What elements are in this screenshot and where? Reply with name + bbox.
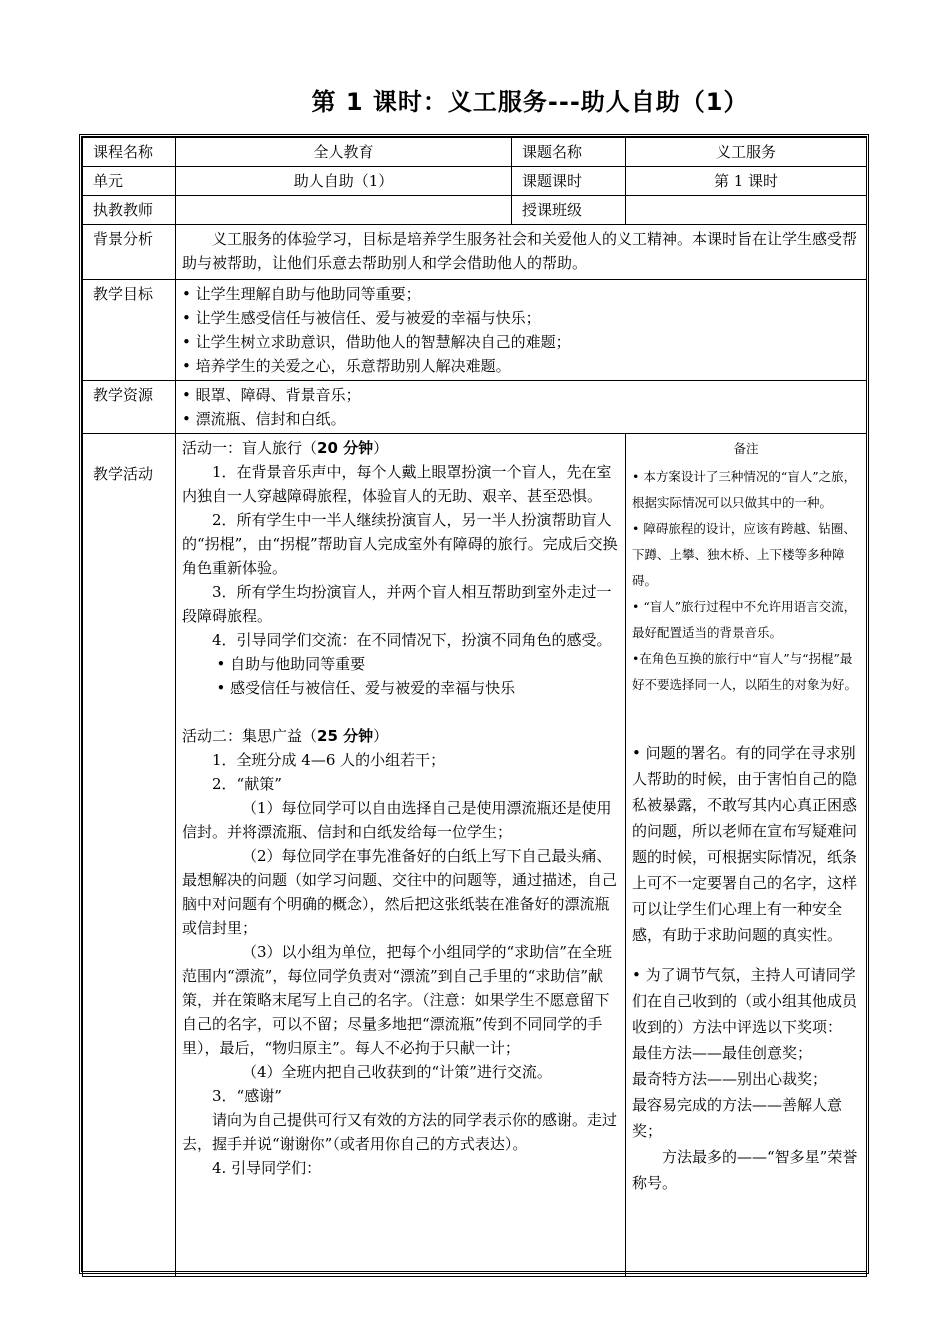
activity-one-title: 活动一：盲人旅行（20 分钟） <box>182 439 389 457</box>
table-row <box>83 196 867 225</box>
notes-heading: 备注 <box>733 441 759 456</box>
activity-two-step: 1．全班分成 4—6 人的小组若干； <box>212 751 446 769</box>
resources-list <box>176 381 867 434</box>
resource-item: • 眼罩、障碍、背景音乐； <box>182 386 361 404</box>
goal-item: • 培养学生的关爱之心，乐意帮助别人解决难题。 <box>182 357 511 375</box>
goal-item: • 让学生理解自助与他助同等重要； <box>182 285 421 303</box>
activity-two-text: 请向为自己提供可行又有效的方法的同学表示你的感谢。走过去，握手并说“谢谢你”（或者用你自己的方式表达）。 <box>182 1111 618 1153</box>
activity-two-substep: （1）每位同学可以自由选择自己是使用漂流瓶还是使用信封。并将漂流瓶、信封和白纸发给每一位学生； <box>182 799 612 841</box>
note-item: •在角色互换的旅行中“盲人”与“拐棍”最好不要选择同一人，以陌生的对象为好。 <box>632 651 858 692</box>
goal-item: • 让学生树立求助意识，借助他人的智慧解决自己的难题； <box>182 333 571 351</box>
course-name-value: 全人教育 <box>176 138 512 167</box>
teacher-label: 执教教师 <box>83 196 176 225</box>
activity-one-step: 3．所有学生均扮演盲人，并两个盲人相互帮助到室外走过一段障碍旅程。 <box>182 583 612 625</box>
table-row <box>83 167 867 196</box>
class-value <box>626 196 867 225</box>
table-row <box>83 434 867 1277</box>
resources-label: 教学资源 <box>83 381 176 434</box>
activity-two-substep: （4）全班内把自己收获到的“计策”进行交流。 <box>242 1063 552 1081</box>
note-item: • “盲人”旅行过程中不允许用语言交流，最好配置适当的背景音乐。 <box>632 599 857 640</box>
course-name-label: 课程名称 <box>83 138 176 167</box>
activity-two-substep: （3）以小组为单位，把每个小组同学的“求助信”在全班范围内“漂流”，每位同学负责对“漂流”到自己手里的“求助信”献策，并在策略末尾写上自己的名字。（注意：如果学生不愿意留下自己的名字，可以不留；尽量多地把“漂流瓶”传到不同同学的手里），最后，“物归原主”。每人不必拘于只献一计； <box>182 943 612 1057</box>
page-title: 第 1 课时：义工服务---助人自助（1） <box>311 88 749 116</box>
activity-one-step: 1．在背景音乐声中，每个人戴上眼罩扮演一个盲人，先在室内独自一人穿越障碍旅程，体验盲人的无助、艰辛、甚至恐惧。 <box>182 463 612 505</box>
topic-name-label: 课题名称 <box>512 138 626 167</box>
background-text: 义工服务的体验学习，目标是培养学生服务社会和关爱他人的义工精神。本课时旨在让学生感受帮助与被帮助，让他们乐意去帮助别人和学会借助他人的帮助。 <box>176 225 867 280</box>
table-row <box>83 225 867 280</box>
topic-hours-label: 课题课时 <box>512 167 626 196</box>
table-row <box>83 280 867 381</box>
note-item: • 障碍旅程的设计，应该有跨越、钻圈、下蹲、上攀、独木桥、上下楼等多种障碍。 <box>632 521 856 588</box>
note-item: • 问题的署名。有的同学在寻求别人帮助的时候，由于害怕自己的隐私被暴露，不敢写其内心真正困惑的问题，所以老师在宣布写疑难问题的时候，可根据实际情况，纸条上可不一定要署自己的名字，这样可以让学生们心理上有一种安全感，有助于求助问题的真实性。 <box>632 744 858 944</box>
class-label: 授课班级 <box>512 196 626 225</box>
goals-list <box>176 280 867 381</box>
lesson-plan-table <box>82 137 867 1277</box>
topic-name-value: 义工服务 <box>626 138 867 167</box>
table-row <box>83 138 867 167</box>
award-item: 最佳方法——最佳创意奖； <box>632 1044 813 1062</box>
activity-one-bullet: • 自助与他助同等重要 <box>216 655 366 673</box>
activity-two-substep: （2）每位同学在事先准备好的白纸上写下自己最头痛、最想解决的问题（如学习问题、交往中的问题等，通过描述，自己脑中对问题有个明确的概念），然后把这张纸装在准备好的漂流瓶或信封里； <box>182 847 618 937</box>
activity-two-step: 4. 引导同学们： <box>212 1159 322 1177</box>
goals-label: 教学目标 <box>83 280 176 381</box>
goal-item: • 让学生感受信任与被信任、爱与被爱的幸福与快乐； <box>182 309 541 327</box>
note-item: • 本方案设计了三种情况的“盲人”之旅，根据实际情况可以只做其中的一种。 <box>632 469 857 510</box>
background-label: 背景分析 <box>83 225 176 280</box>
teacher-value <box>176 196 512 225</box>
note-item: • 为了调节气氛，主持人可请同学们在自己收到的（或小组其他成员收到的）方法中评选以下奖项： <box>632 966 858 1036</box>
unit-value: 助人自助（1） <box>176 167 512 196</box>
activity-two-title: 活动二：集思广益（25 分钟） <box>182 727 389 745</box>
topic-hours-value: 第 1 课时 <box>626 167 867 196</box>
unit-label: 单元 <box>83 167 176 196</box>
activity-two-step: 2．“献策” <box>212 775 282 793</box>
resource-item: • 漂流瓶、信封和白纸。 <box>182 410 346 428</box>
table-row <box>83 381 867 434</box>
activities-content <box>176 434 626 1277</box>
notes-column <box>626 434 867 1277</box>
award-item: 最容易完成的方法——善解人意奖； <box>632 1096 843 1140</box>
activity-one-step: 2．所有学生中一半人继续扮演盲人，另一半人扮演帮助盲人的“拐棍”，由“拐棍”帮助盲人完成室外有障碍的旅行。完成后交换角色重新体验。 <box>182 511 618 577</box>
award-item: 方法最多的——“智多星”荣誉称号。 <box>632 1148 858 1192</box>
award-item: 最奇特方法——别出心裁奖； <box>632 1070 828 1088</box>
activities-label: 教学活动 <box>83 434 176 1277</box>
activity-one-step: 4．引导同学们交流：在不同情况下，扮演不同角色的感受。 <box>212 631 612 649</box>
activity-one-bullet: • 感受信任与被信任、爱与被爱的幸福与快乐 <box>216 679 516 697</box>
activity-two-step: 3．“感谢” <box>212 1087 282 1105</box>
